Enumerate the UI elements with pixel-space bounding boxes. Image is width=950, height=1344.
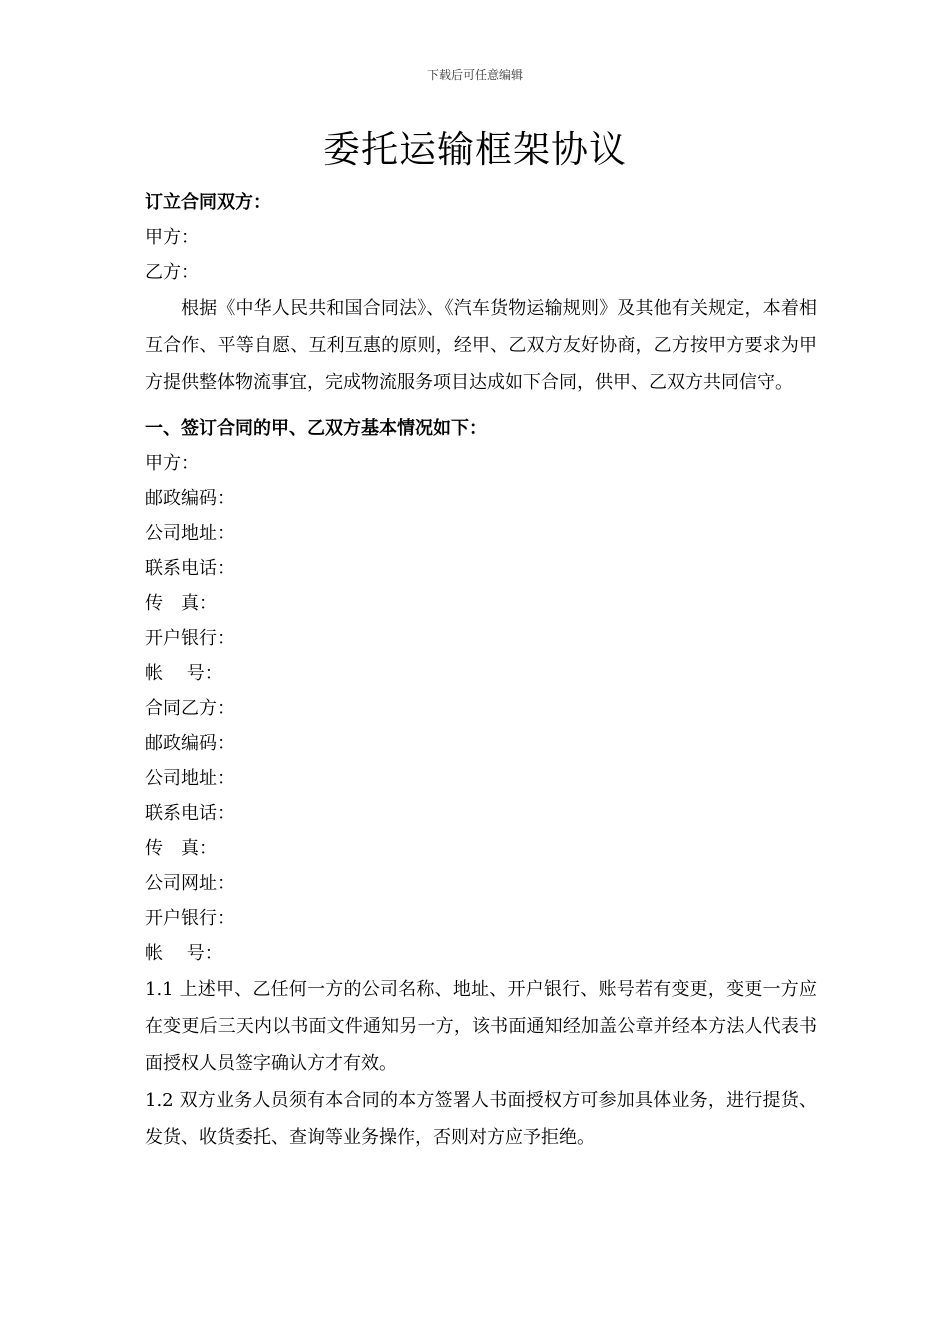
party-a-line: 甲方： — [145, 227, 199, 248]
parties-heading: 订立合同双方： — [145, 192, 271, 213]
party-b-website-field: 公司网址： — [145, 873, 235, 894]
party-b-phone-field: 联系电话： — [145, 803, 235, 824]
party-a-name-field: 甲方： — [145, 453, 199, 474]
party-a-account-field: 帐 号： — [145, 663, 223, 684]
header-note: 下载后可任意编辑 — [426, 68, 523, 82]
party-a-phone-field: 联系电话： — [145, 558, 235, 579]
party-a-bank-field: 开户银行： — [145, 628, 235, 649]
party-a-address-field: 公司地址： — [145, 523, 235, 544]
section-1-heading: 一、签订合同的甲、乙双方基本情况如下： — [145, 418, 487, 439]
party-a-fax-field: 传 真： — [145, 593, 217, 614]
clause-1-2: 1.2 双方业务人员须有本合同的本方签署人书面授权方可参加具体业务，进行提货、发货、收货委托、查询等业务操作，否则对方应予拒绝。 — [145, 1090, 817, 1148]
party-b-bank-field: 开户银行： — [145, 908, 235, 929]
party-b-line: 乙方： — [145, 262, 199, 283]
party-b-account-field: 帐 号： — [145, 943, 223, 964]
party-a-postal-code-field: 邮政编码： — [145, 488, 235, 509]
clause-1-1: 1.1 上述甲、乙任何一方的公司名称、地址、开户银行、账号若有变更，变更一方应在变更后三天内以书面文件通知另一方，该书面通知经加盖公章并经本方法人代表书面授权人员签字确认方才有效。 — [145, 979, 817, 1074]
party-b-name-field: 合同乙方： — [145, 698, 235, 719]
document-title: 委托运输框架协议 — [323, 128, 627, 171]
party-b-postal-code-field: 邮政编码： — [145, 733, 235, 754]
party-b-fax-field: 传 真： — [145, 838, 217, 859]
document-body — [145, 185, 817, 1156]
intro-paragraph: 根据《中华人民共和国合同法》、《汽车货物运输规则》及其他有关规定，本着相互合作、平等自愿、互利互惠的原则，经甲、乙双方友好协商，乙方按甲方要求为甲方提供整体物流事宜，完成物流服务项目达成如下合同，供甲、乙双方共同信守。 — [145, 298, 817, 393]
party-b-address-field: 公司地址： — [145, 768, 235, 789]
